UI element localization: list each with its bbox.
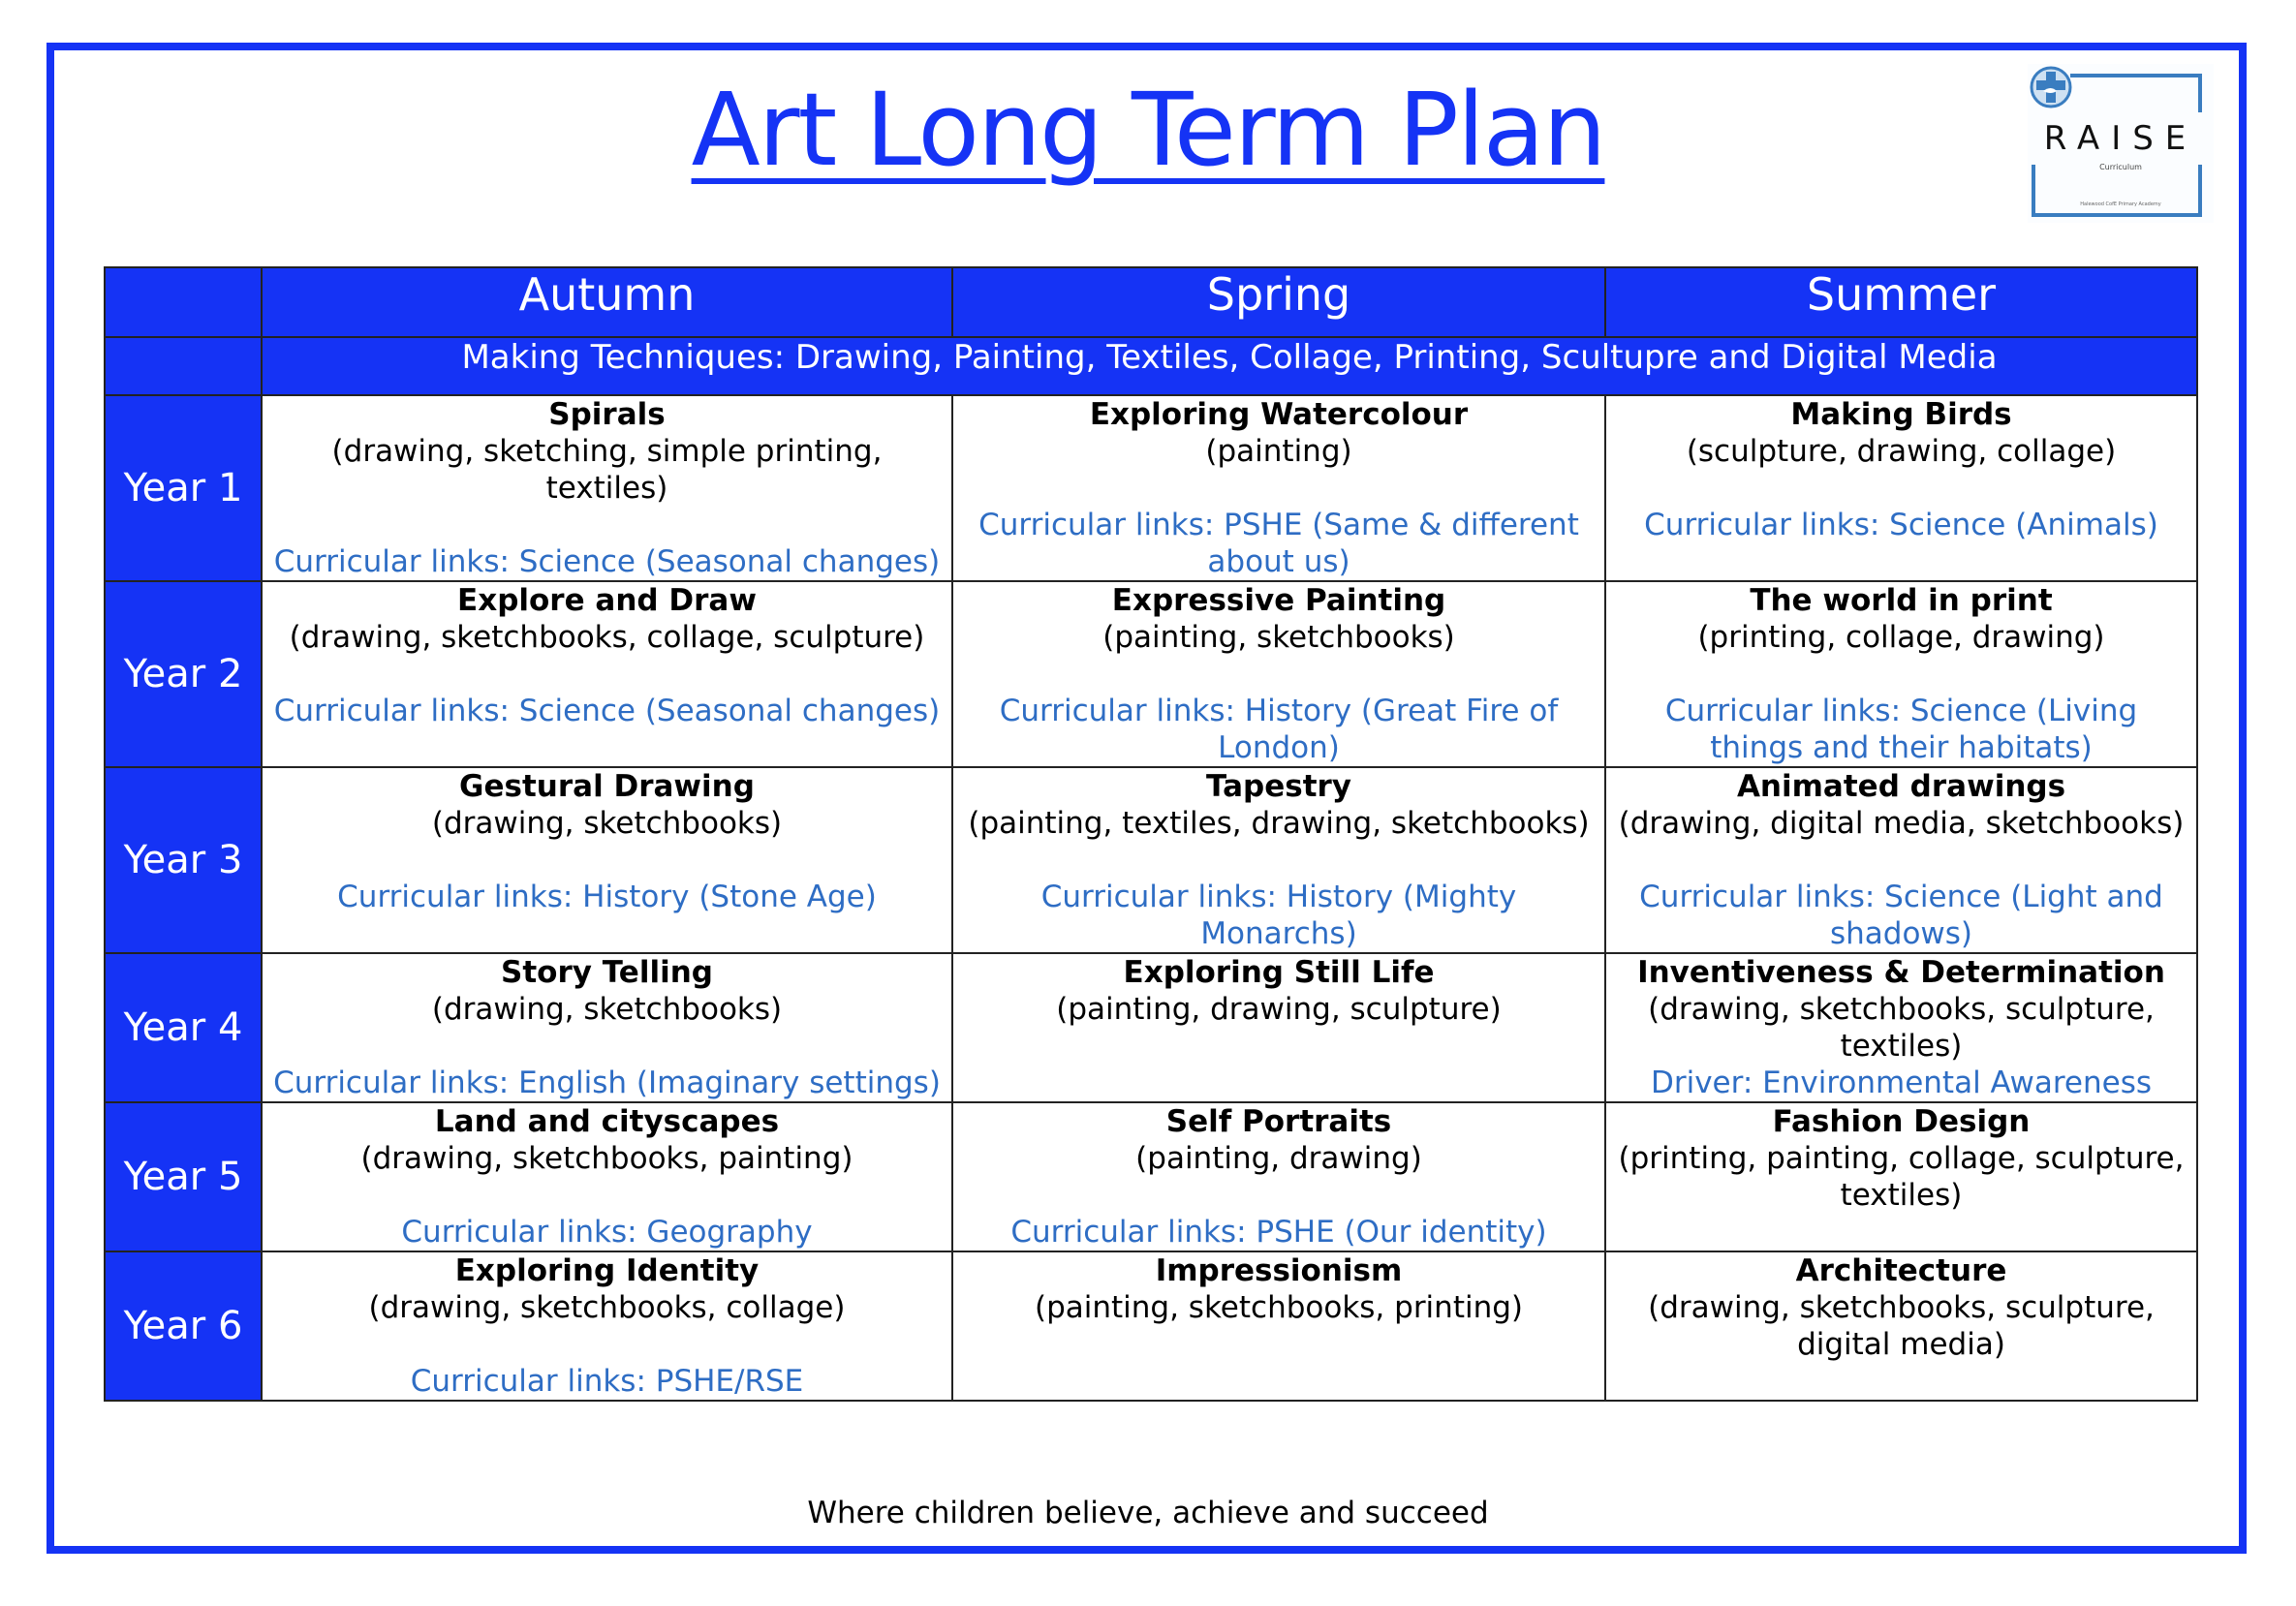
- page-title: [0, 70, 2296, 191]
- unit-cell-summer: [1605, 1102, 2197, 1251]
- unit-cell-spring: [952, 581, 1605, 767]
- unit-cell-autumn: [262, 1102, 952, 1251]
- unit-title: Tapestry: [1205, 769, 1352, 804]
- unit-media: (printing, collage, drawing): [1697, 620, 2105, 655]
- unit-title: Exploring Still Life: [1123, 955, 1435, 990]
- unit-media: (drawing, sketching, simple printing, textiles): [331, 434, 883, 506]
- year-row: [105, 395, 2197, 581]
- unit-title: Expressive Painting: [1111, 583, 1446, 618]
- year-row: [105, 1102, 2197, 1251]
- raise-curriculum-logo: [2028, 64, 2214, 223]
- curricular-link: Curricular links: PSHE/RSE: [410, 1364, 804, 1399]
- techniques-corner-cell: [105, 337, 262, 395]
- unit-media: (painting, sketchbooks, printing): [1034, 1290, 1524, 1325]
- curricular-link: Curricular links: Geography: [401, 1215, 813, 1250]
- unit-title: Self Portraits: [1165, 1104, 1392, 1139]
- unit-title: Spirals: [548, 397, 666, 432]
- corner-cell: [105, 267, 262, 337]
- unit-title: Explore and Draw: [457, 583, 757, 618]
- unit-media: (painting, drawing): [1135, 1141, 1422, 1176]
- logo-school: Halewood CofE Primary Academy: [2080, 201, 2161, 207]
- unit-media: (painting, textiles, drawing, sketchbooks): [968, 806, 1590, 841]
- unit-media: (drawing, sketchbooks): [431, 992, 783, 1027]
- unit-media: (drawing, sketchbooks, sculpture, digital media): [1648, 1290, 2155, 1362]
- unit-media: (drawing, sketchbooks, sculpture, textiles): [1648, 992, 2155, 1064]
- unit-cell-autumn: [262, 581, 952, 767]
- term-header-row: [105, 267, 2197, 337]
- year-row: [105, 767, 2197, 953]
- term-header-summer: Summer: [1605, 267, 2197, 337]
- unit-cell-summer: [1605, 581, 2197, 767]
- unit-title: Animated drawings: [1736, 769, 2066, 804]
- unit-title: Inventiveness & Determination: [1637, 955, 2165, 990]
- year-row: [105, 1251, 2197, 1401]
- curricular-link: Curricular links: Science (Animals): [1644, 508, 2158, 542]
- unit-title: Fashion Design: [1772, 1104, 2031, 1139]
- unit-cell-summer: [1605, 1251, 2197, 1401]
- unit-cell-spring: [952, 1251, 1605, 1401]
- curricular-link: Curricular links: History (Stone Age): [337, 880, 877, 914]
- long-term-plan-table: [104, 266, 2198, 1402]
- unit-cell-autumn: [262, 1251, 952, 1401]
- unit-title: Impressionism: [1155, 1253, 1403, 1288]
- page-title-text: Art Long Term Plan: [691, 71, 1605, 189]
- unit-cell-autumn: [262, 767, 952, 953]
- curricular-link: Curricular links: History (Mighty Monarchs): [1040, 880, 1517, 951]
- term-header-spring: Spring: [952, 267, 1605, 337]
- cross-icon: [2032, 68, 2070, 107]
- logo-subtitle: Curriculum: [2099, 163, 2142, 171]
- driver-note: Driver: Environmental Awareness: [1650, 1066, 2152, 1100]
- curricular-link: Curricular links: PSHE (Same & different about us): [978, 508, 1579, 579]
- techniques-row: [105, 337, 2197, 395]
- unit-title: Architecture: [1795, 1253, 2007, 1288]
- unit-media: (drawing, digital media, sketchbooks): [1618, 806, 2185, 841]
- unit-cell-spring: [952, 953, 1605, 1102]
- logo-wordmark: RAISE: [2043, 119, 2198, 158]
- year-label: Year 2: [105, 581, 262, 767]
- curricular-link: Curricular links: Science (Seasonal changes): [273, 694, 941, 728]
- unit-media: (painting, drawing, sculpture): [1056, 992, 1502, 1027]
- making-techniques: Making Techniques: Drawing, Painting, Textiles, Collage, Printing, Scultupre and Digital Media: [262, 337, 2197, 395]
- unit-media: (drawing, sketchbooks, painting): [360, 1141, 853, 1176]
- unit-cell-spring: [952, 395, 1605, 581]
- curricular-link: Curricular links: Science (Light and shadows): [1639, 880, 2163, 951]
- unit-media: (drawing, sketchbooks): [431, 806, 783, 841]
- unit-media: (sculpture, drawing, collage): [1686, 434, 2117, 469]
- unit-title: Exploring Watercolour: [1089, 397, 1469, 432]
- unit-cell-spring: [952, 767, 1605, 953]
- curricular-link: Curricular links: PSHE (Our identity): [1010, 1215, 1547, 1250]
- unit-cell-spring: [952, 1102, 1605, 1251]
- unit-media: (drawing, sketchbooks, collage): [368, 1290, 846, 1325]
- year-label: Year 3: [105, 767, 262, 953]
- unit-title: The world in print: [1750, 583, 2053, 618]
- curricular-link: Curricular links: Science (Seasonal changes): [273, 544, 941, 579]
- unit-title: Gestural Drawing: [459, 769, 755, 804]
- unit-cell-summer: [1605, 953, 2197, 1102]
- unit-media: (painting, sketchbooks): [1102, 620, 1455, 655]
- curricular-link: Curricular links: English (Imaginary settings): [273, 1066, 941, 1100]
- unit-title: Story Telling: [501, 955, 713, 990]
- unit-title: Land and cityscapes: [434, 1104, 780, 1139]
- year-row: [105, 581, 2197, 767]
- unit-cell-summer: [1605, 767, 2197, 953]
- unit-title: Exploring Identity: [454, 1253, 760, 1288]
- footer-motto: Where children believe, achieve and succeed: [807, 1496, 1489, 1530]
- unit-cell-autumn: [262, 953, 952, 1102]
- year-row: [105, 953, 2197, 1102]
- year-label: Year 4: [105, 953, 262, 1102]
- year-label: Year 1: [105, 395, 262, 581]
- unit-media: (printing, painting, collage, sculpture, textiles): [1618, 1141, 2185, 1213]
- curricular-link: Curricular links: Science (Living things and their habitats): [1664, 694, 2138, 765]
- term-header-autumn: Autumn: [262, 267, 952, 337]
- unit-media: (drawing, sketchbooks, collage, sculpture): [289, 620, 925, 655]
- unit-cell-summer: [1605, 395, 2197, 581]
- year-label: Year 5: [105, 1102, 262, 1251]
- curricular-link: Curricular links: History (Great Fire of London): [999, 694, 1559, 765]
- year-label: Year 6: [105, 1251, 262, 1401]
- unit-title: Making Birds: [1790, 397, 2012, 432]
- unit-cell-autumn: [262, 395, 952, 581]
- unit-media: (painting): [1205, 434, 1352, 469]
